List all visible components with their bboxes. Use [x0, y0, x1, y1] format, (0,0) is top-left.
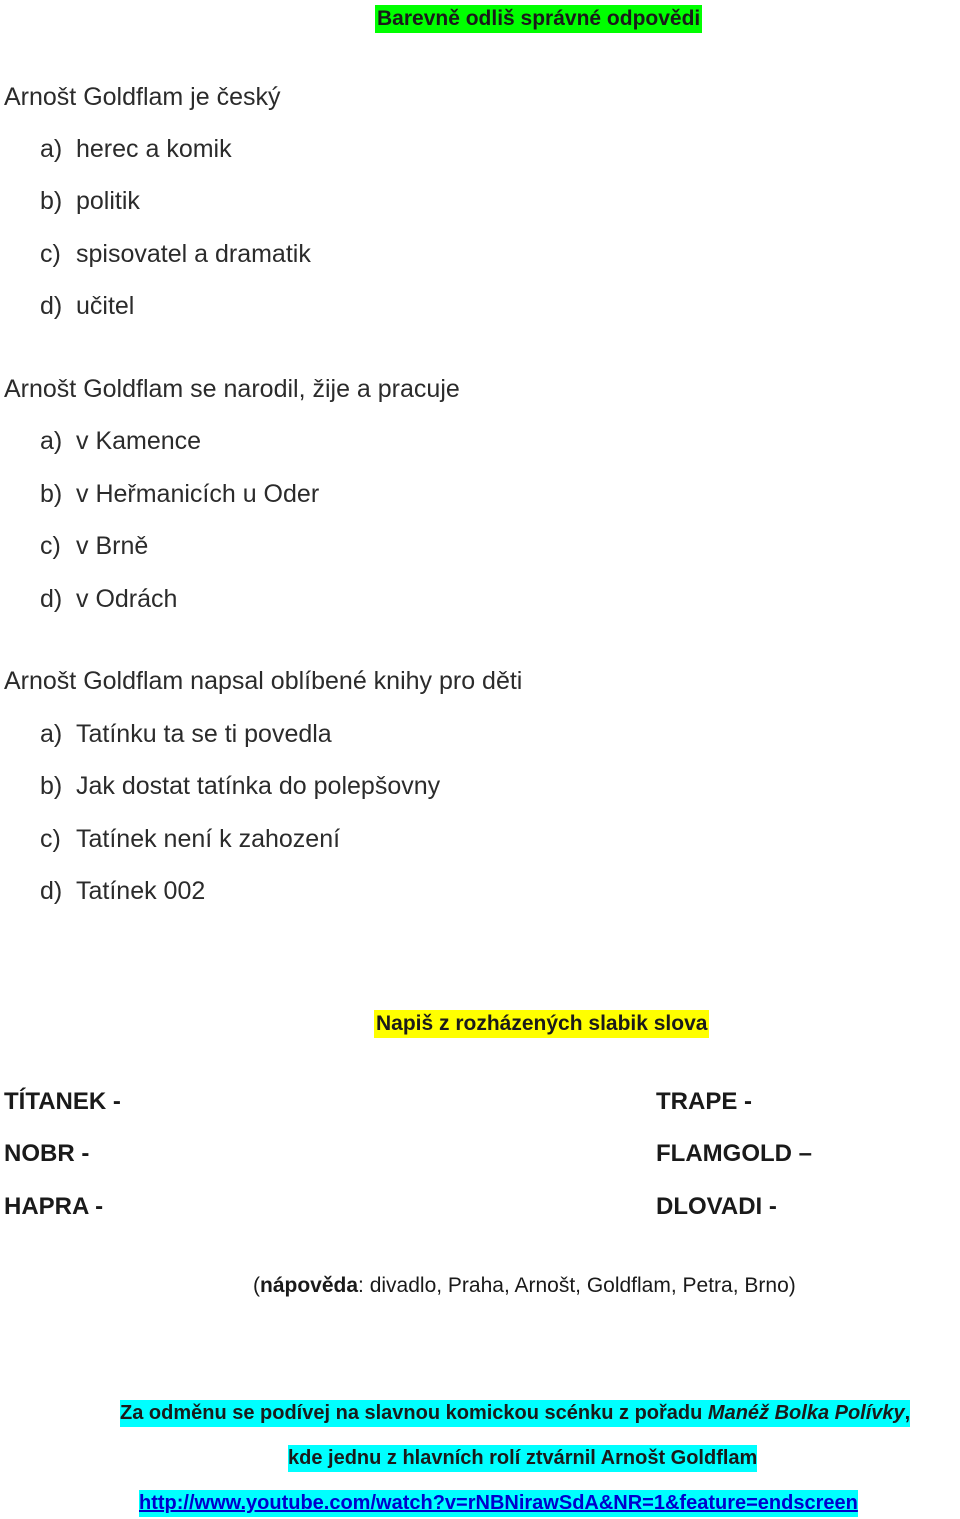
option-letter: c) — [40, 240, 61, 268]
scrambled-word: NOBR - — [4, 1140, 90, 1167]
option-text: učitel — [76, 292, 135, 320]
option-letter: a) — [40, 720, 63, 748]
option-letter: d) — [40, 877, 63, 905]
question-1: Arnošt Goldflam je český — [4, 83, 281, 111]
question-1-option-a[interactable] — [40, 134, 232, 164]
option-text: v Heřmanicích u Oder — [76, 480, 320, 508]
option-text: v Odrách — [76, 585, 178, 613]
scrambled-word: TÍTANEK - — [4, 1088, 121, 1115]
option-text: herec a komik — [76, 135, 232, 163]
question-2-option-b[interactable] — [40, 479, 319, 509]
option-text: Tatínek není k zahození — [76, 825, 341, 853]
option-text: v Brně — [76, 532, 149, 560]
option-text: politik — [76, 187, 140, 215]
option-letter: d) — [40, 292, 63, 320]
option-letter: d) — [40, 585, 63, 613]
hint-open: ( — [253, 1274, 260, 1297]
hint-text: : divadlo, Praha, Arnošt, Goldflam, Petra, Brno) — [358, 1274, 796, 1297]
option-text: Tatínek 002 — [76, 877, 206, 905]
show-title: Manéž Bolka Polívky — [707, 1402, 905, 1424]
question-3: Arnošt Goldflam napsal oblíbené knihy pro děti — [4, 667, 523, 695]
question-3-option-a[interactable] — [40, 719, 332, 749]
option-letter: c) — [40, 532, 61, 560]
hint-label: nápověda — [260, 1274, 359, 1297]
reward-comma: , — [904, 1402, 911, 1424]
youtube-link[interactable]: http://www.youtube.com/watch?v=rNBNirawSdA&NR=1&feature=endscreen — [139, 1490, 858, 1517]
question-3-option-b[interactable] — [40, 771, 440, 801]
question-1-option-b[interactable] — [40, 186, 140, 216]
question-1-option-c[interactable] — [40, 239, 311, 269]
option-text: Jak dostat tatínka do polepšovny — [76, 772, 441, 800]
hint — [253, 1272, 796, 1300]
question-3-option-c[interactable] — [40, 824, 340, 854]
question-2-option-d[interactable] — [40, 584, 177, 614]
option-letter: a) — [40, 427, 63, 455]
option-text: spisovatel a dramatik — [76, 240, 311, 268]
syllables-instruction: Napiš z rozházených slabik slova — [374, 1010, 709, 1038]
scrambled-word: DLOVADI - — [656, 1193, 777, 1220]
option-letter: c) — [40, 825, 61, 853]
option-letter: b) — [40, 187, 63, 215]
instruction-banner: Barevně odliš správné odpovědi — [375, 5, 702, 33]
question-3-option-d[interactable] — [40, 876, 205, 906]
option-letter: b) — [40, 480, 63, 508]
option-letter: b) — [40, 772, 63, 800]
option-text: Tatínku ta se ti povedla — [76, 720, 332, 748]
question-1-option-d[interactable] — [40, 291, 134, 321]
option-text: v Kamence — [76, 427, 202, 455]
reward-line-2: kde jednu z hlavních rolí ztvárnil Arnošt Goldflam — [288, 1445, 757, 1472]
reward-text: Za odměnu se podívej na slavnou komickou scénku z pořadu — [120, 1402, 708, 1424]
question-2: Arnošt Goldflam se narodil, žije a pracuje — [4, 375, 460, 403]
option-letter: a) — [40, 135, 63, 163]
question-2-option-a[interactable] — [40, 426, 201, 456]
reward-line-1 — [120, 1400, 910, 1427]
scrambled-word: TRAPE - — [656, 1088, 752, 1115]
scrambled-word: HAPRA - — [4, 1193, 104, 1220]
scrambled-word: FLAMGOLD – — [656, 1140, 812, 1167]
question-2-option-c[interactable] — [40, 531, 148, 561]
